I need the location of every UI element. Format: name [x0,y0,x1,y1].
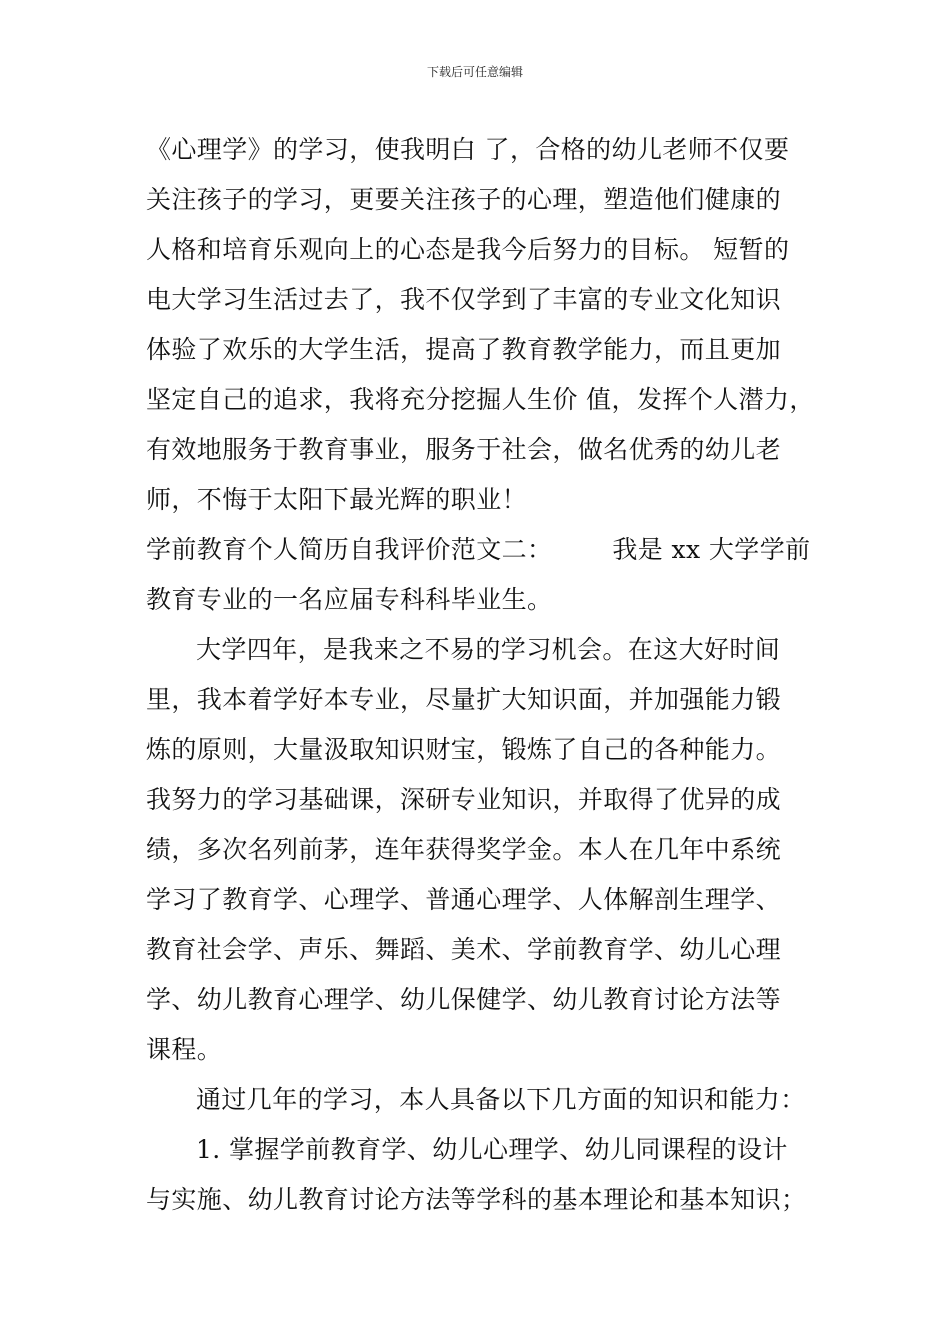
text-line: 绩，多次名列前茅，连年获得奖学金。本人在几年中系统 [146,835,782,864]
text-line: 学习了教育学、心理学、普通心理学、人体解剖生理学、 [146,885,782,914]
text-line: 师，不悔于太阳下最光辉的职业！ [146,485,528,514]
text-line: 课程。 [146,1035,223,1064]
paragraph-first-line: 通过几年的学习，本人具备以下几方面的知识和能力： [196,1085,806,1114]
text-line: 有效地服务于教育事业，服务于社会，做名优秀的幼儿老 [146,435,782,464]
section-title: 学前教育个人简历自我评价范文二： [146,535,553,564]
text-line: 我努力的学习基础课，深研专业知识，并取得了优异的成 [146,785,782,814]
text-line: 里，我本着学好本专业，尽量扩大知识面，并加强能力锻 [146,685,782,714]
section-heading-line [146,525,826,575]
text-line: 坚定自己的追求，我将充分挖掘人生价 值，发挥个人潜力， [146,385,815,414]
list-item-first-line: 1. 掌握学前教育学、幼儿心理学、幼儿同课程的设计 [196,1135,788,1164]
text-line: 关注孩子的学习，更要关注孩子的心理，塑造他们健康的 [146,185,782,214]
section-intro: 我是 xx 大学学前 [612,535,811,564]
text-line: 教育社会学、声乐、舞蹈、美术、学前教育学、幼儿心理 [146,935,782,964]
paragraph-first-line: 大学四年，是我来之不易的学习机会。在这大好时间 [196,635,781,664]
page-header: 下载后可任意编辑 [426,65,523,79]
text-line: 《心理学》的学习，使我明白 了，合格的幼儿老师不仅要 [146,135,790,164]
text-line: 体验了欢乐的大学生活，提高了教育教学能力，而且更加 [146,335,782,364]
text-line: 炼的原则，大量汲取知识财宝，锻炼了自己的各种能力。 [146,735,782,764]
list-item-line: 与实施、幼儿教育讨论方法等学科的基本理论和基本知识； [146,1185,807,1214]
text-line: 电大学习生活过去了，我不仅学到了丰富的专业文化知识 [146,285,782,314]
text-line: 教育专业的一名应届专科科毕业生。 [146,585,553,614]
text-line: 人格和培育乐观向上的心态是我今后努力的目标。 短暂的 [146,235,790,264]
document-body [146,125,826,1225]
text-line: 学、幼儿教育心理学、幼儿保健学、幼儿教育讨论方法等 [146,985,782,1014]
